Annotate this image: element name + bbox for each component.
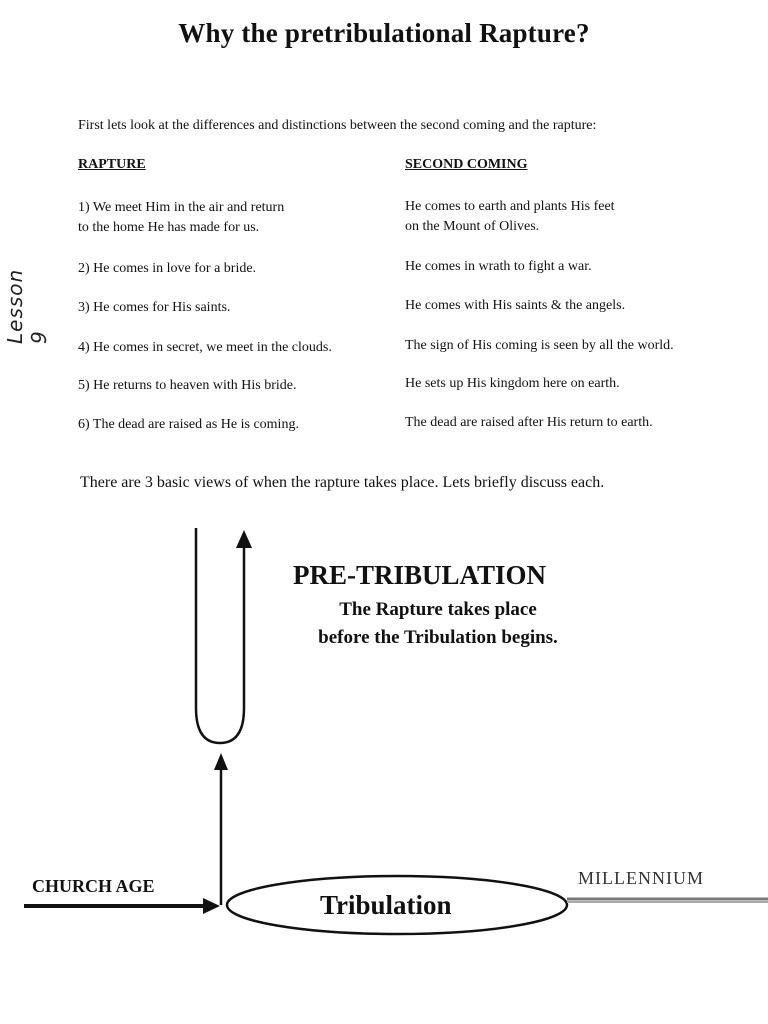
pretribulation-heading: PRE-TRIBULATION [293, 560, 547, 590]
rapture-column-heading: RAPTURE [78, 157, 146, 172]
second-coming-item-1-line2: on the Mount of Olives. [405, 219, 540, 234]
second-coming-item-2: He comes in wrath to fight a war. [405, 259, 592, 274]
pretribulation-description-line2: before the Tribulation begins. [318, 627, 558, 648]
millennium-label: MILLENNIUM [578, 868, 704, 888]
church-age-label: CHURCH AGE [32, 876, 155, 896]
views-text: There are 3 basic views of when the rapture takes place. Lets briefly discuss each. [80, 474, 605, 491]
rapture-item-1-line2: to the home He has made for us. [78, 220, 260, 235]
rapture-item-6: 6) The dead are raised as He is coming. [78, 417, 299, 432]
pretribulation-description [283, 596, 593, 652]
page-title: Why the pretribulational Rapture? [178, 18, 590, 48]
second-coming-item-4: The sign of His coming is seen by all the world. [405, 338, 674, 353]
rapture-item-1-line1: 1) We meet Him in the air and return [78, 200, 285, 215]
second-coming-item-5: He sets up His kingdom here on earth. [405, 376, 620, 391]
church-age-arrow-head [203, 898, 220, 914]
rapture-item-4: 4) He comes in secret, we meet in the clouds. [78, 340, 332, 355]
rapture-item-3: 3) He comes for His saints. [78, 300, 231, 315]
rapture-item-2: 2) He comes in love for a bride. [78, 261, 257, 276]
second-coming-item-6: The dead are raised after His return to earth. [405, 415, 653, 430]
handwritten-margin-note: Lesson 9 [3, 268, 51, 344]
second-coming-item-3: He comes with His saints & the angels. [405, 298, 626, 313]
rapture-u-path [196, 528, 244, 743]
second-coming-column-heading: SECOND COMING [405, 157, 528, 172]
tribulation-label: Tribulation [320, 890, 452, 920]
vertical-arrow-head [214, 753, 228, 770]
intro-text: First lets look at the differences and distinctions between the second coming and the rapture: [78, 118, 597, 133]
pretribulation-description-line1: The Rapture takes place [339, 599, 537, 620]
rapture-item-5: 5) He returns to heaven with His bride. [78, 378, 297, 393]
u-arrow-head [236, 530, 252, 548]
second-coming-item-1-line1: He comes to earth and plants His feet [405, 199, 615, 214]
